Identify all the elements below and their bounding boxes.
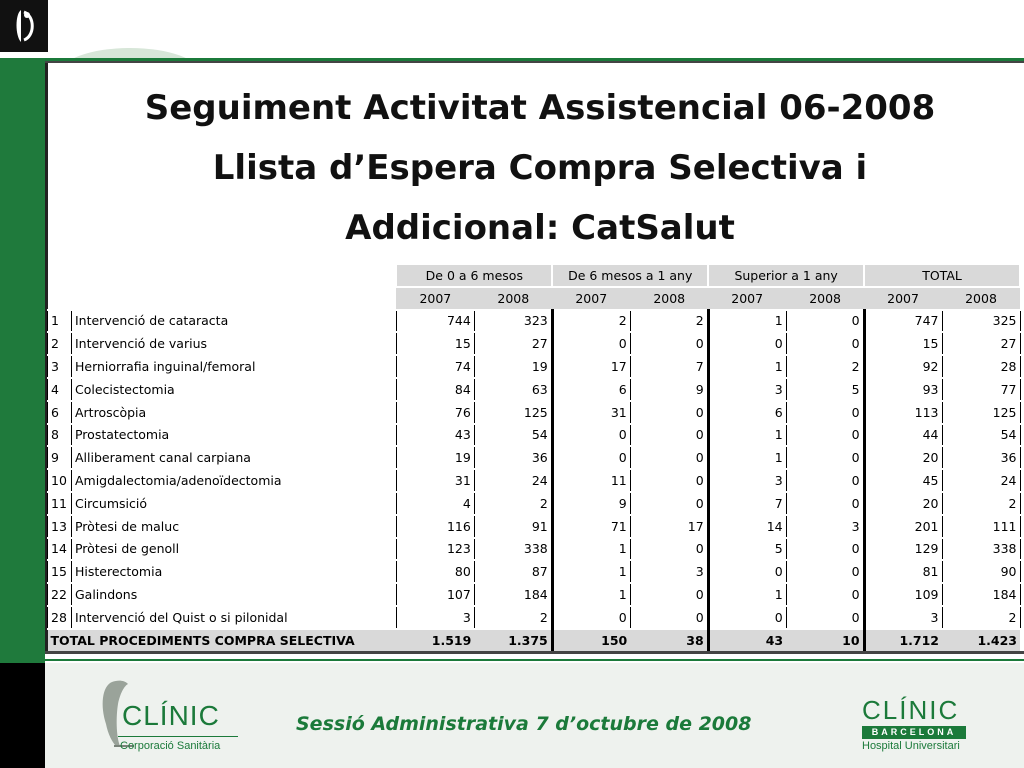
procedure-name: Pròtesi de genoll bbox=[71, 538, 396, 561]
value-cell: 323 bbox=[474, 310, 552, 333]
row-index: 9 bbox=[48, 446, 72, 469]
value-cell: 17 bbox=[630, 515, 708, 538]
value-cell: 0 bbox=[786, 310, 864, 333]
value-cell: 1 bbox=[708, 310, 786, 333]
value-cell: 125 bbox=[942, 401, 1020, 424]
procedure-name: Colecistectomia bbox=[71, 378, 396, 401]
total-cell: 38 bbox=[630, 629, 708, 652]
year-header: 2007 bbox=[864, 287, 942, 310]
year-header: 2007 bbox=[708, 287, 786, 310]
value-cell: 80 bbox=[396, 560, 474, 583]
value-cell: 6 bbox=[552, 378, 630, 401]
value-cell: 125 bbox=[474, 401, 552, 424]
table-row bbox=[48, 378, 1021, 401]
row-index: 8 bbox=[48, 424, 72, 447]
row-index: 15 bbox=[48, 560, 72, 583]
table-row bbox=[48, 446, 1021, 469]
procedure-name: Alliberament canal carpiana bbox=[71, 446, 396, 469]
value-cell: 3 bbox=[708, 469, 786, 492]
value-cell: 129 bbox=[864, 538, 942, 561]
value-cell: 201 bbox=[864, 515, 942, 538]
slide-title bbox=[60, 78, 1020, 258]
value-cell: 0 bbox=[786, 560, 864, 583]
hospital-logo-subtitle: Hospital Universitari bbox=[862, 740, 960, 752]
table-row bbox=[48, 538, 1021, 561]
value-cell: 0 bbox=[630, 606, 708, 629]
value-cell: 111 bbox=[942, 515, 1020, 538]
value-cell: 1 bbox=[552, 583, 630, 606]
value-cell: 17 bbox=[552, 355, 630, 378]
value-cell: 3 bbox=[708, 378, 786, 401]
value-cell: 2 bbox=[630, 310, 708, 333]
value-cell: 87 bbox=[474, 560, 552, 583]
value-cell: 27 bbox=[942, 332, 1020, 355]
corner-logo-icon bbox=[0, 0, 48, 52]
table-body bbox=[48, 310, 1021, 629]
value-cell: 0 bbox=[552, 332, 630, 355]
procedure-name: Prostatectomia bbox=[71, 424, 396, 447]
value-cell: 0 bbox=[786, 606, 864, 629]
value-cell: 76 bbox=[396, 401, 474, 424]
value-cell: 5 bbox=[786, 378, 864, 401]
value-cell: 44 bbox=[864, 424, 942, 447]
value-cell: 19 bbox=[396, 446, 474, 469]
slide-top-border bbox=[45, 61, 1024, 63]
value-cell: 20 bbox=[864, 446, 942, 469]
value-cell: 77 bbox=[942, 378, 1020, 401]
procedure-name: Herniorrafia inguinal/femoral bbox=[71, 355, 396, 378]
hospital-logo bbox=[862, 696, 982, 758]
value-cell: 3 bbox=[786, 515, 864, 538]
value-cell: 2 bbox=[942, 492, 1020, 515]
value-cell: 2 bbox=[942, 606, 1020, 629]
value-cell: 0 bbox=[786, 332, 864, 355]
value-cell: 31 bbox=[396, 469, 474, 492]
value-cell: 1 bbox=[708, 424, 786, 447]
value-cell: 93 bbox=[864, 378, 942, 401]
value-cell: 6 bbox=[708, 401, 786, 424]
table-row bbox=[48, 469, 1021, 492]
value-cell: 2 bbox=[786, 355, 864, 378]
row-index: 2 bbox=[48, 332, 72, 355]
value-cell: 0 bbox=[630, 469, 708, 492]
value-cell: 2 bbox=[474, 492, 552, 515]
value-cell: 0 bbox=[786, 469, 864, 492]
row-index: 3 bbox=[48, 355, 72, 378]
row-index: 13 bbox=[48, 515, 72, 538]
row-index: 28 bbox=[48, 606, 72, 629]
row-index: 4 bbox=[48, 378, 72, 401]
value-cell: 28 bbox=[942, 355, 1020, 378]
title-line-2: Llista d’Espera Compra Selectiva i bbox=[212, 148, 868, 188]
value-cell: 184 bbox=[474, 583, 552, 606]
value-cell: 338 bbox=[474, 538, 552, 561]
value-cell: 15 bbox=[396, 332, 474, 355]
value-cell: 81 bbox=[864, 560, 942, 583]
value-cell: 3 bbox=[864, 606, 942, 629]
value-cell: 107 bbox=[396, 583, 474, 606]
procedure-name: Circumsició bbox=[71, 492, 396, 515]
value-cell: 20 bbox=[864, 492, 942, 515]
value-cell: 27 bbox=[474, 332, 552, 355]
left-green-bar bbox=[0, 58, 45, 663]
session-text: Sessió Administrativa 7 d’octubre de 2008 bbox=[296, 713, 752, 735]
value-cell: 0 bbox=[630, 538, 708, 561]
value-cell: 0 bbox=[552, 424, 630, 447]
value-cell: 11 bbox=[552, 469, 630, 492]
table-row bbox=[48, 560, 1021, 583]
procedure-name: Intervenció del Quist o si pilonidal bbox=[71, 606, 396, 629]
year-header-row bbox=[48, 287, 1021, 310]
value-cell: 0 bbox=[786, 538, 864, 561]
corp-logo-subtitle: Corporació Sanitària bbox=[120, 740, 221, 752]
row-index: 22 bbox=[48, 583, 72, 606]
value-cell: 36 bbox=[474, 446, 552, 469]
value-cell: 0 bbox=[630, 401, 708, 424]
value-cell: 9 bbox=[552, 492, 630, 515]
total-row bbox=[48, 629, 1021, 652]
value-cell: 24 bbox=[474, 469, 552, 492]
value-cell: 4 bbox=[396, 492, 474, 515]
year-header: 2007 bbox=[396, 287, 474, 310]
value-cell: 0 bbox=[708, 332, 786, 355]
value-cell: 54 bbox=[474, 424, 552, 447]
year-header: 2008 bbox=[942, 287, 1020, 310]
value-cell: 24 bbox=[942, 469, 1020, 492]
total-cell: 150 bbox=[552, 629, 630, 652]
total-cell: 1.519 bbox=[396, 629, 474, 652]
corp-logo-name: CLÍNIC bbox=[122, 700, 220, 731]
value-cell: 0 bbox=[630, 492, 708, 515]
value-cell: 109 bbox=[864, 583, 942, 606]
value-cell: 31 bbox=[552, 401, 630, 424]
total-cell: 1.712 bbox=[864, 629, 942, 652]
value-cell: 113 bbox=[864, 401, 942, 424]
corp-logo bbox=[98, 676, 248, 756]
group-header: De 6 mesos a 1 any bbox=[552, 265, 708, 287]
value-cell: 2 bbox=[552, 310, 630, 333]
year-header: 2008 bbox=[786, 287, 864, 310]
title-line-3: Addicional: CatSalut bbox=[345, 208, 735, 248]
value-cell: 0 bbox=[708, 606, 786, 629]
value-cell: 71 bbox=[552, 515, 630, 538]
value-cell: 9 bbox=[630, 378, 708, 401]
value-cell: 0 bbox=[630, 583, 708, 606]
value-cell: 0 bbox=[552, 606, 630, 629]
year-header: 2008 bbox=[474, 287, 552, 310]
row-index: 10 bbox=[48, 469, 72, 492]
value-cell: 184 bbox=[942, 583, 1020, 606]
procedure-name: Intervenció de cataracta bbox=[71, 310, 396, 333]
hospital-logo-city: BARCELONA bbox=[862, 726, 966, 739]
procedure-name: Pròtesi de maluc bbox=[71, 515, 396, 538]
table-row bbox=[48, 515, 1021, 538]
value-cell: 1 bbox=[552, 538, 630, 561]
table-row bbox=[48, 583, 1021, 606]
value-cell: 36 bbox=[942, 446, 1020, 469]
footer-divider bbox=[45, 659, 1024, 661]
value-cell: 0 bbox=[630, 332, 708, 355]
value-cell: 0 bbox=[786, 424, 864, 447]
value-cell: 116 bbox=[396, 515, 474, 538]
value-cell: 2 bbox=[474, 606, 552, 629]
procedure-name: Artroscòpia bbox=[71, 401, 396, 424]
value-cell: 7 bbox=[630, 355, 708, 378]
total-cell: 1.423 bbox=[942, 629, 1020, 652]
value-cell: 5 bbox=[708, 538, 786, 561]
value-cell: 92 bbox=[864, 355, 942, 378]
row-index: 1 bbox=[48, 310, 72, 333]
total-cell: 43 bbox=[708, 629, 786, 652]
value-cell: 1 bbox=[552, 560, 630, 583]
left-black-bar bbox=[0, 663, 45, 768]
hospital-logo-name: CLÍNIC bbox=[862, 695, 960, 725]
table-row bbox=[48, 492, 1021, 515]
value-cell: 3 bbox=[396, 606, 474, 629]
table-row bbox=[48, 424, 1021, 447]
value-cell: 123 bbox=[396, 538, 474, 561]
value-cell: 54 bbox=[942, 424, 1020, 447]
value-cell: 1 bbox=[708, 446, 786, 469]
value-cell: 91 bbox=[474, 515, 552, 538]
value-cell: 338 bbox=[942, 538, 1020, 561]
value-cell: 15 bbox=[864, 332, 942, 355]
group-header: TOTAL bbox=[864, 265, 1020, 287]
table-row bbox=[48, 355, 1021, 378]
total-label: TOTAL PROCEDIMENTS COMPRA SELECTIVA bbox=[48, 629, 397, 652]
waiting-list-table bbox=[47, 265, 1021, 653]
value-cell: 84 bbox=[396, 378, 474, 401]
value-cell: 0 bbox=[786, 446, 864, 469]
value-cell: 14 bbox=[708, 515, 786, 538]
procedure-name: Galindons bbox=[71, 583, 396, 606]
row-index: 11 bbox=[48, 492, 72, 515]
year-header: 2008 bbox=[630, 287, 708, 310]
value-cell: 0 bbox=[786, 583, 864, 606]
value-cell: 1 bbox=[708, 355, 786, 378]
table-row bbox=[48, 606, 1021, 629]
value-cell: 0 bbox=[630, 446, 708, 469]
group-header-row bbox=[48, 265, 1021, 287]
group-header: De 0 a 6 mesos bbox=[396, 265, 552, 287]
value-cell: 747 bbox=[864, 310, 942, 333]
procedure-name: Histerectomia bbox=[71, 560, 396, 583]
value-cell: 63 bbox=[474, 378, 552, 401]
value-cell: 1 bbox=[708, 583, 786, 606]
value-cell: 0 bbox=[786, 401, 864, 424]
slide-bottom-border bbox=[45, 651, 1024, 654]
row-index: 6 bbox=[48, 401, 72, 424]
procedure-name: Amigdalectomia/adenoïdectomia bbox=[71, 469, 396, 492]
value-cell: 0 bbox=[552, 446, 630, 469]
value-cell: 0 bbox=[630, 424, 708, 447]
value-cell: 325 bbox=[942, 310, 1020, 333]
title-line-1: Seguiment Activitat Assistencial 06-2008 bbox=[144, 88, 936, 128]
table-row bbox=[48, 310, 1021, 333]
procedure-name: Intervenció de varius bbox=[71, 332, 396, 355]
total-cell: 1.375 bbox=[474, 629, 552, 652]
value-cell: 43 bbox=[396, 424, 474, 447]
total-cell: 10 bbox=[786, 629, 864, 652]
value-cell: 3 bbox=[630, 560, 708, 583]
value-cell: 90 bbox=[942, 560, 1020, 583]
value-cell: 74 bbox=[396, 355, 474, 378]
table-row bbox=[48, 401, 1021, 424]
year-header: 2007 bbox=[552, 287, 630, 310]
value-cell: 0 bbox=[786, 492, 864, 515]
row-index: 14 bbox=[48, 538, 72, 561]
value-cell: 0 bbox=[708, 560, 786, 583]
value-cell: 744 bbox=[396, 310, 474, 333]
value-cell: 45 bbox=[864, 469, 942, 492]
table-row bbox=[48, 332, 1021, 355]
value-cell: 19 bbox=[474, 355, 552, 378]
value-cell: 7 bbox=[708, 492, 786, 515]
group-header: Superior a 1 any bbox=[708, 265, 864, 287]
